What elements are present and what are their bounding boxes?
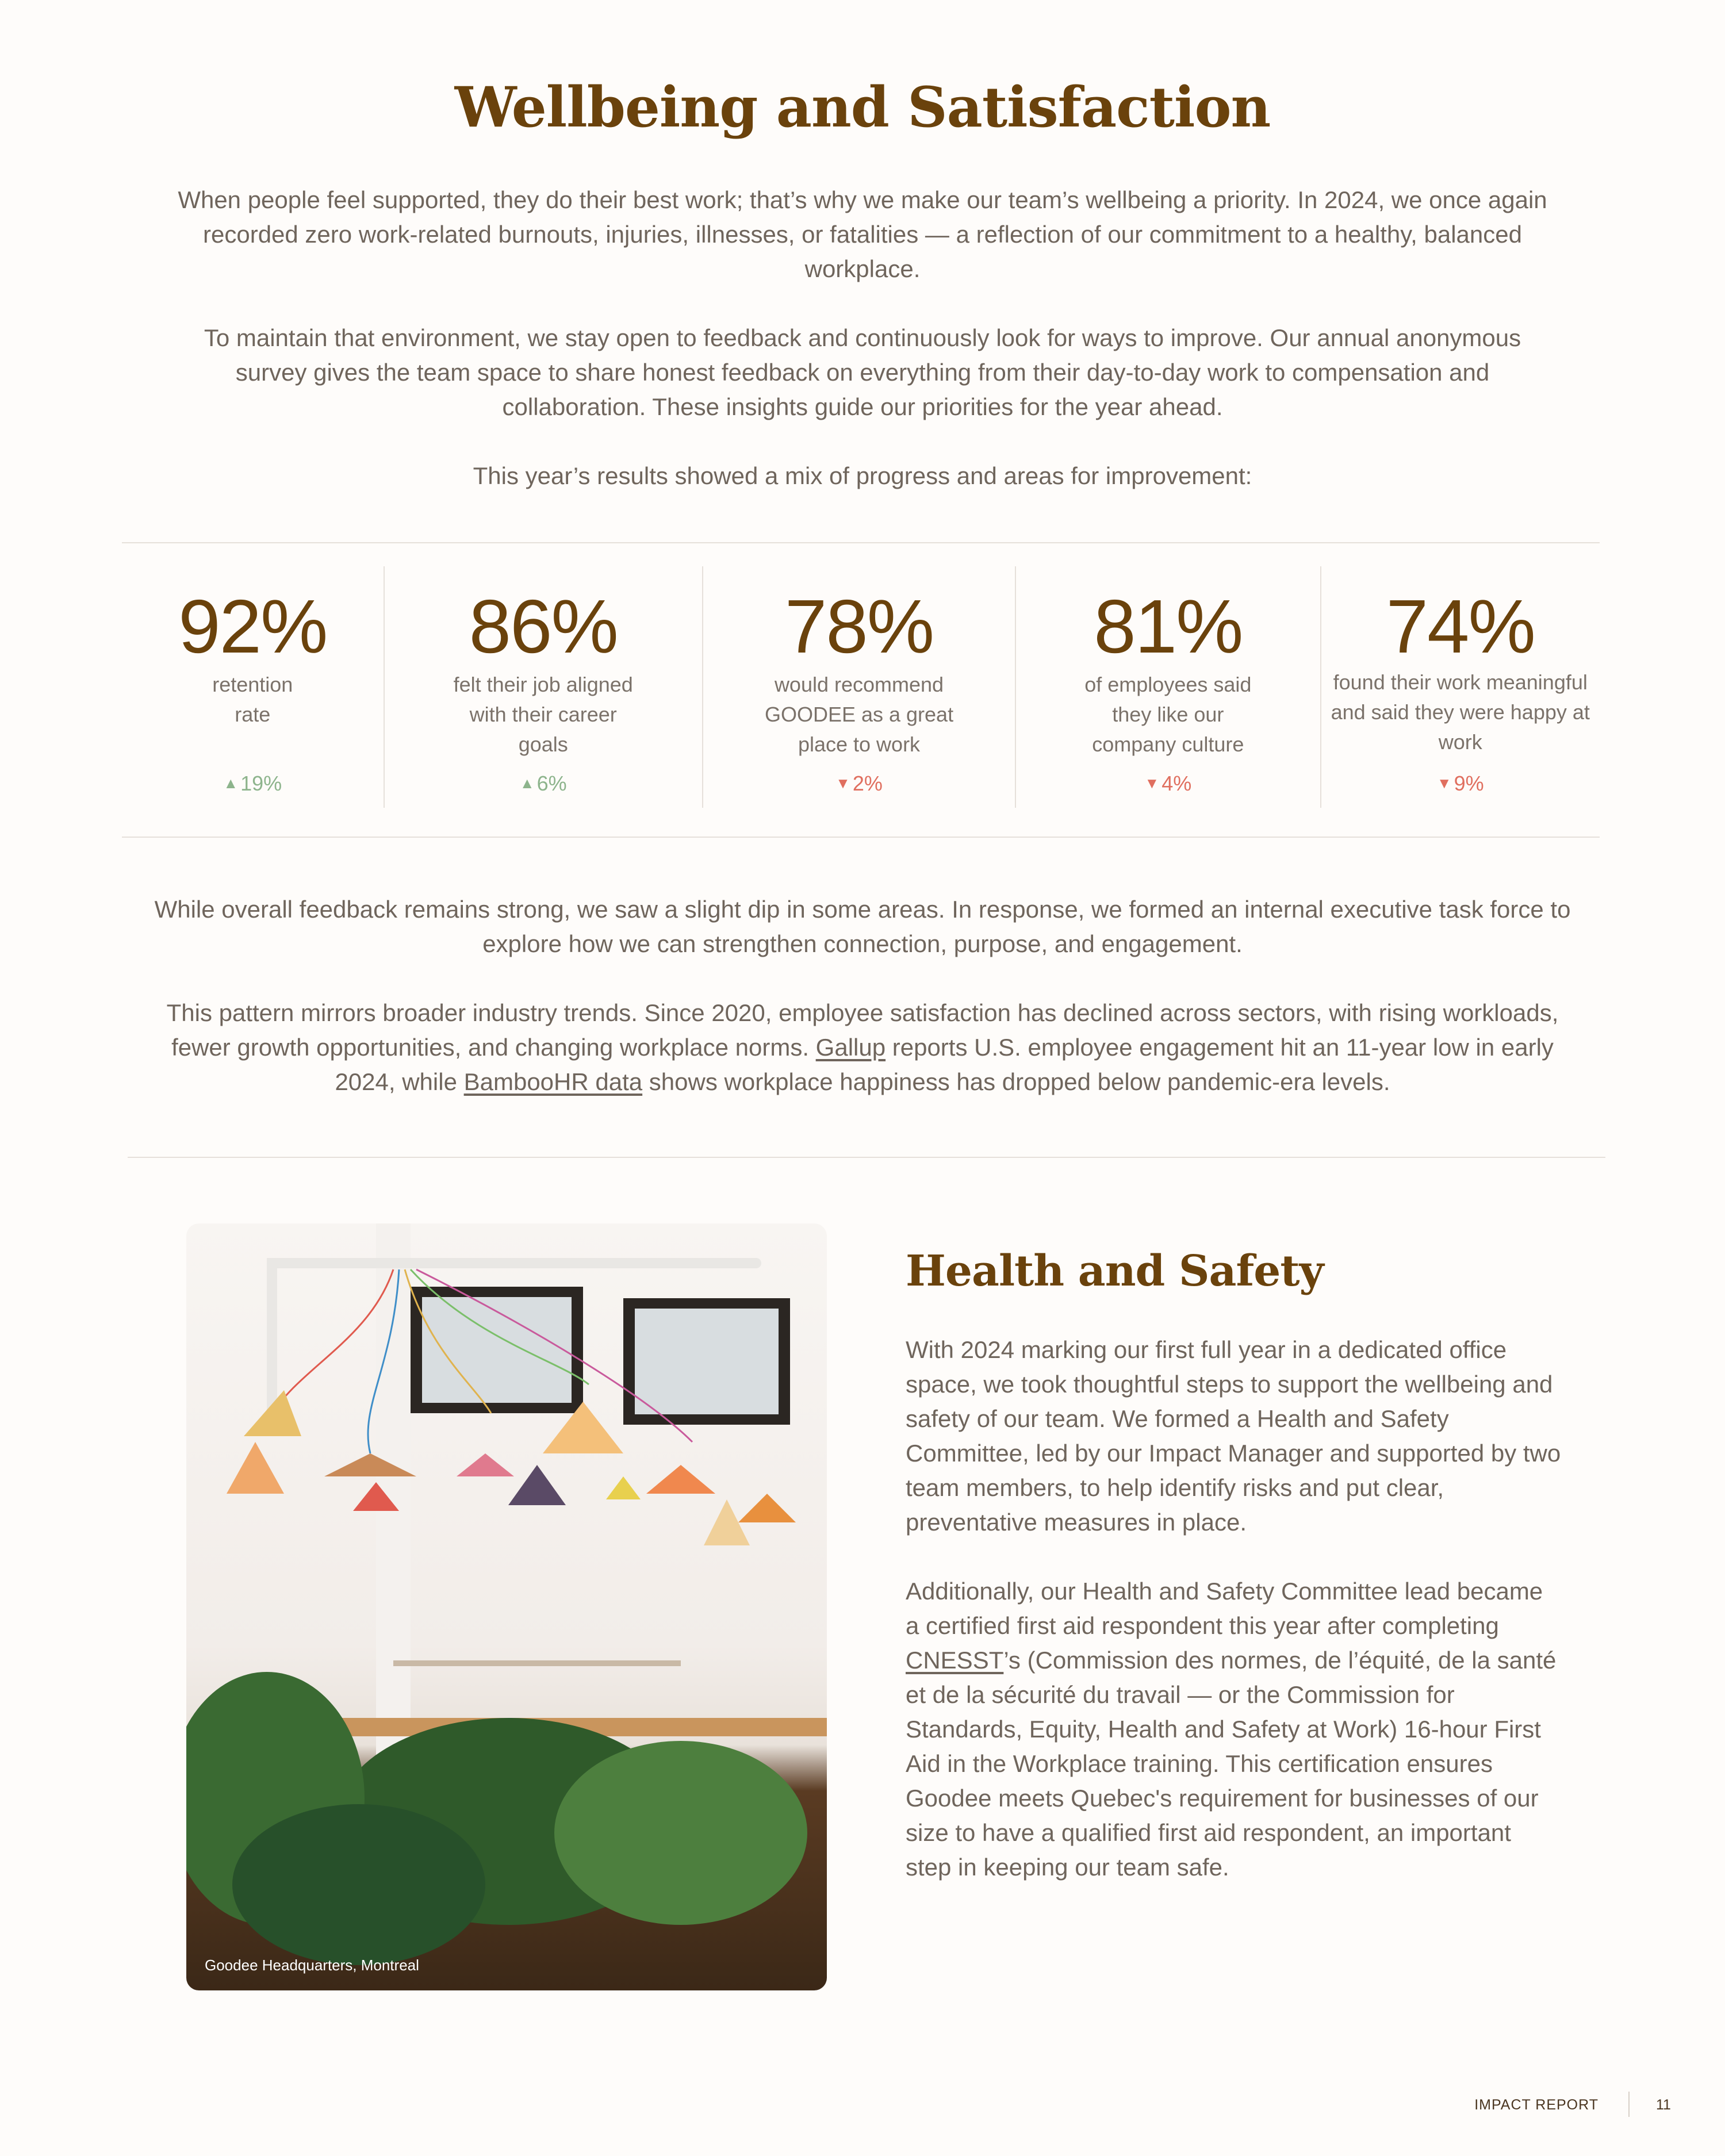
office-photo	[186, 1223, 827, 1990]
intro-paragraph: This year’s results showed a mix of progress and areas for improvement:	[473, 462, 1252, 489]
stat-culture	[1015, 566, 1320, 808]
stat-change: ▼ 9%	[1436, 772, 1484, 795]
health-paragraph: Additionally, our Health and Safety Committee lead became a certified first aid respondent this year after completing CNESST’s (Commission des normes, de l’équité, de la santé et de la sécurité du travail — or the Commission for Standards, Equity, Health and Safety at Work) 16-hour First Aid in the Workplace training. This certification ensures Goodee meets Quebec's requirement for businesses of our size to have a qualified first aid respondent, an important step in keeping our team safe.	[906, 1578, 1557, 1881]
triangle-up-icon: ▲	[519, 774, 535, 792]
triangle-down-icon: ▼	[1436, 774, 1452, 792]
trend-paragraph: While overall feedback remains strong, we saw a slight dip in some areas. In response, we formed an internal executive task force to explore how we can strengthen connection, purpose, and engagement.	[154, 896, 1571, 957]
intro-paragraph: To maintain that environment, we stay open to feedback and continuously look for ways to improve. Our annual anonymous survey gives the team space to share honest feedback on everything from their day-to-day work to compensation and collaboration. These insights guide our priorities for the year ahead.	[204, 324, 1521, 420]
stat-value: 81%	[1094, 584, 1243, 669]
stat-label: found their work meaningful and said they were happy at work	[1331, 670, 1590, 754]
stat-change: ▲ 6%	[519, 772, 567, 795]
stat-value: 92%	[178, 584, 327, 669]
survey-stats	[122, 566, 1600, 808]
stat-change: ▲ 19%	[223, 772, 282, 795]
triangle-up-icon: ▲	[223, 774, 239, 792]
stat-meaningful-work	[1320, 566, 1600, 808]
stat-label: of employees said they like our company culture	[1084, 673, 1252, 756]
divider	[122, 837, 1600, 838]
page-number: 11	[1656, 2097, 1671, 2113]
health-paragraph: With 2024 marking our first full year in a dedicated office space, we took thoughtful steps to support the wellbeing and safety of our team. We formed a Health and Safety Committee, led by our Impact Manager and supported by two team members, to help identify risks and put clear, preventative measures in place.	[906, 1336, 1561, 1536]
stat-label: felt their job aligned with their career goals	[453, 673, 633, 756]
divider	[122, 542, 1600, 543]
stat-value: 78%	[784, 584, 934, 669]
stat-label: retention rate	[212, 673, 293, 726]
stat-retention	[122, 566, 384, 808]
intro-text	[172, 183, 1552, 528]
gallup-link[interactable]: Gallup	[815, 1034, 886, 1061]
stat-value: 86%	[469, 584, 618, 669]
stat-recommend	[702, 566, 1015, 808]
stat-career-alignment	[384, 566, 702, 808]
footer-divider	[1628, 2092, 1630, 2117]
stat-change: ▼ 2%	[835, 772, 883, 795]
health-safety-text	[906, 1333, 1561, 1919]
stat-label: would recommend GOODEE as a great place to work	[764, 673, 954, 756]
bamboohr-link[interactable]: BambooHR data	[463, 1068, 643, 1095]
stat-change: ▼ 4%	[1144, 772, 1192, 795]
footer-label: IMPACT REPORT	[1474, 2097, 1598, 2113]
divider	[128, 1157, 1605, 1158]
office-illustration	[186, 1223, 827, 1990]
triangle-down-icon: ▼	[1144, 774, 1160, 792]
triangle-down-icon: ▼	[835, 774, 850, 792]
photo-caption: Goodee Headquarters, Montreal	[205, 1956, 419, 1974]
trend-paragraph: This pattern mirrors broader industry trends. Since 2020, employee satisfaction has declined across sectors, with rising workloads, fewer growth opportunities, and changing workplace norms. Gallup reports U.S. employee engagement hit an 11-year low in early 2024, while BambooHR data shows workplace happiness has dropped below pandemic-era levels.	[166, 999, 1559, 1095]
cnesst-link[interactable]: CNESST	[906, 1647, 1004, 1674]
intro-paragraph: When people feel supported, they do their best work; that’s why we make our team’s wellbeing a priority. In 2024, we once again recorded zero work-related burnouts, injuries, illnesses, or fatalities — a reflection of our commitment to a healthy, balanced workplace.	[178, 186, 1547, 282]
section-title: Health and Safety	[906, 1246, 1324, 1296]
stat-value: 74%	[1386, 584, 1535, 669]
page-title: Wellbeing and Satisfaction	[454, 75, 1271, 140]
trend-text	[144, 892, 1581, 1134]
